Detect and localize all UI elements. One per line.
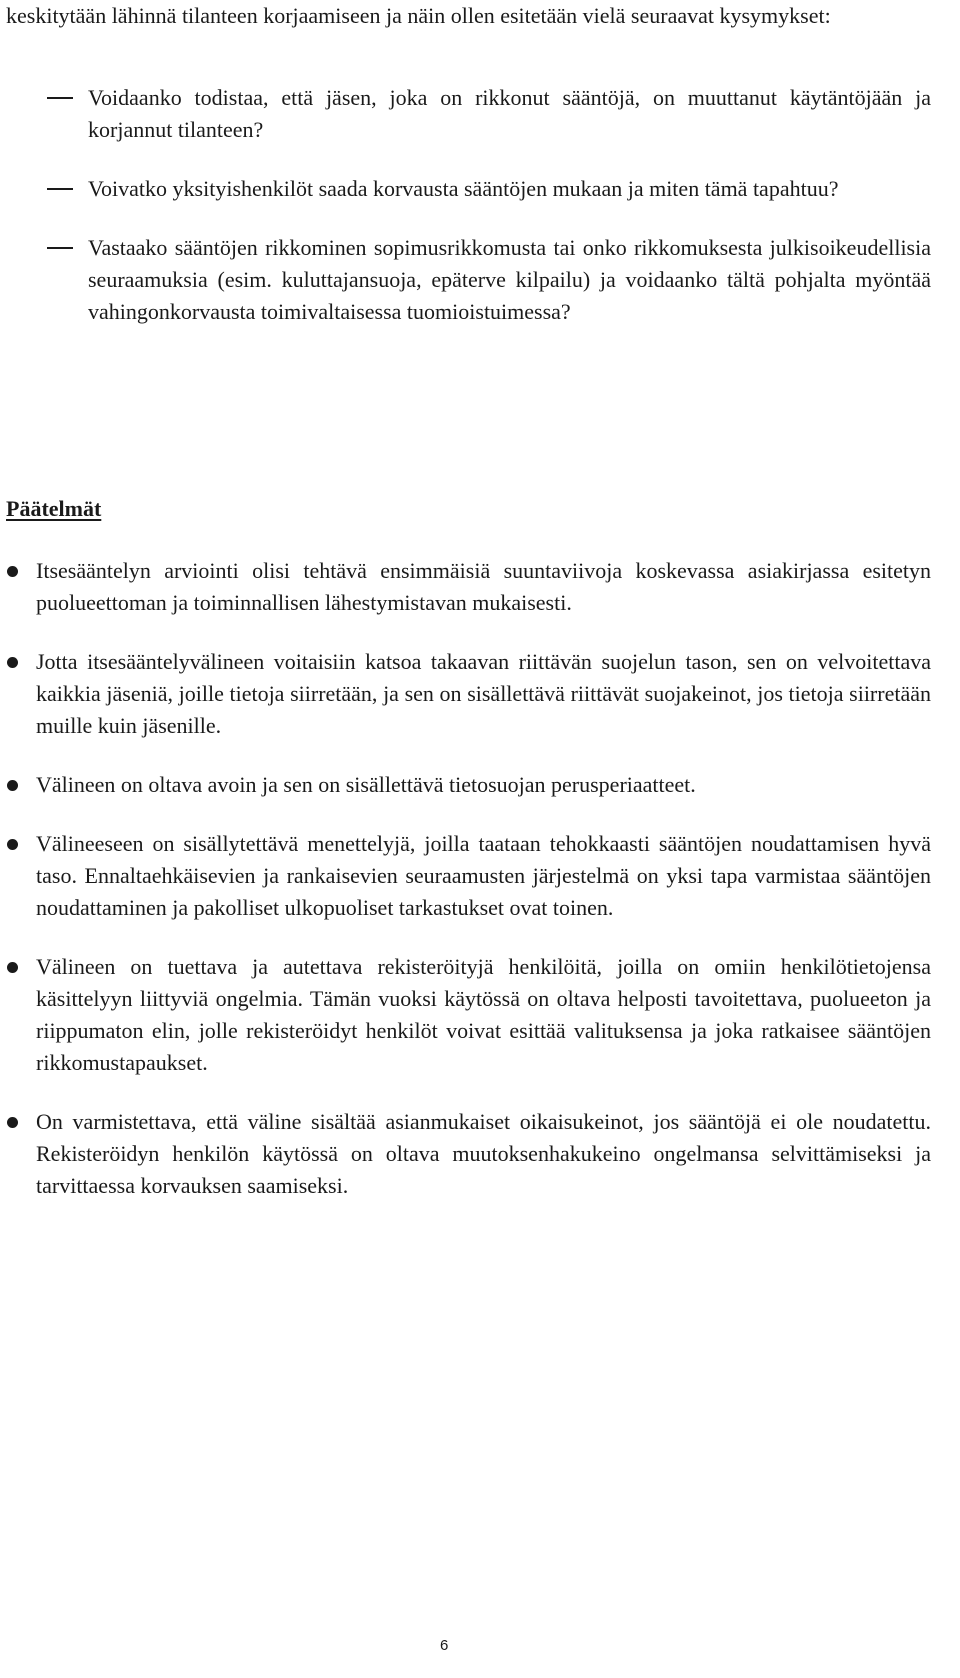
conclusion-item	[0, 555, 931, 619]
conclusion-text: Itsesääntelyn arviointi olisi tehtävä ensimmäisiä suuntaviivoja koskevassa asiakirjassa esitetyn puolueettoman ja toiminnallisen lähestymistavan mukaisesti.	[36, 558, 931, 615]
conclusion-text: Välineeseen on sisällytettävä menettelyjä, joilla taataan tehokkaasti sääntöjen noudattamisen hyvä taso. Ennaltaehkäisevien ja rankaisevien seuraamusten järjestelmä on yksi tapa varmistaa sääntöjen noudattaminen ja pakolliset ulkopuoliset tarkastukset ovat toinen.	[36, 831, 931, 920]
question-text: Voivatko yksityishenkilöt saada korvausta sääntöjen mukaan ja miten tämä tapahtuu?	[88, 176, 839, 201]
conclusion-item	[0, 769, 931, 801]
bullet-dot-icon	[7, 1117, 18, 1128]
intro-paragraph: keskitytään lähinnä tilanteen korjaamiseen ja näin ollen esitetään vielä seuraavat kysymykset:	[6, 3, 831, 28]
dash-bullet-icon	[47, 247, 73, 249]
conclusion-text: Välineen on tuettava ja autettava rekisteröityjä henkilöitä, joilla on omiin henkilötietojensa käsittelyyn liittyviä ongelmia. Tämän vuoksi käytössä on oltava helposti tavoitettava, puolueeton ja riippumaton elin, jolle rekisteröidyt henkilöt voivat esittää valituksensa ja joka ratkaisee sääntöjen rikkomustapaukset.	[36, 954, 931, 1075]
bullet-dot-icon	[7, 566, 18, 577]
question-item	[0, 82, 931, 146]
bullet-dot-icon	[7, 839, 18, 850]
conclusion-item	[0, 828, 931, 924]
conclusion-item	[0, 951, 931, 1079]
question-text: Vastaako sääntöjen rikkominen sopimusrikkomusta tai onko rikkomuksesta julkisoikeudellisia seuraamuksia (esim. kuluttajansuoja, epäterve kilpailu) ja voidaanko tältä pohjalta myöntää vahingonkorvausta toimivaltaisessa tuomioistuimessa?	[88, 235, 931, 324]
bullet-dot-icon	[7, 657, 18, 668]
bullet-dot-icon	[7, 962, 18, 973]
conclusion-text: Välineen on oltava avoin ja sen on sisällettävä tietosuojan perusperiaatteet.	[36, 772, 696, 797]
bullet-dot-icon	[7, 780, 18, 791]
conclusion-item	[0, 1106, 931, 1202]
conclusion-item	[0, 646, 931, 742]
dash-bullet-icon	[47, 97, 73, 99]
question-item	[0, 173, 931, 205]
conclusion-text: Jotta itsesääntelyvälineen voitaisiin katsoa takaavan riittävän suojelun tason, sen on velvoitettava kaikkia jäseniä, joille tietoja siirretään, ja sen on sisällettävä riittävät suojakeinot, jos tietoja siirretään muille kuin jäsenille.	[36, 649, 931, 738]
dash-bullet-icon	[47, 188, 73, 190]
section-heading: Päätelmät	[6, 496, 102, 521]
question-list	[0, 82, 960, 355]
question-item	[0, 232, 931, 328]
question-text: Voidaanko todistaa, että jäsen, joka on rikkonut sääntöjä, on muuttanut käytäntöjään ja korjannut tilanteen?	[88, 85, 931, 142]
page-number: 6	[440, 1637, 449, 1654]
conclusion-text: On varmistettava, että väline sisältää asianmukaiset oikaisukeinot, jos sääntöjä ei ole noudatettu. Rekisteröidyn henkilön käytössä on oltava muutoksenhakukeino ongelmansa selvittämiseksi ja tarvittaessa korvauksen saamiseksi.	[36, 1109, 931, 1198]
conclusion-list	[0, 555, 960, 1229]
